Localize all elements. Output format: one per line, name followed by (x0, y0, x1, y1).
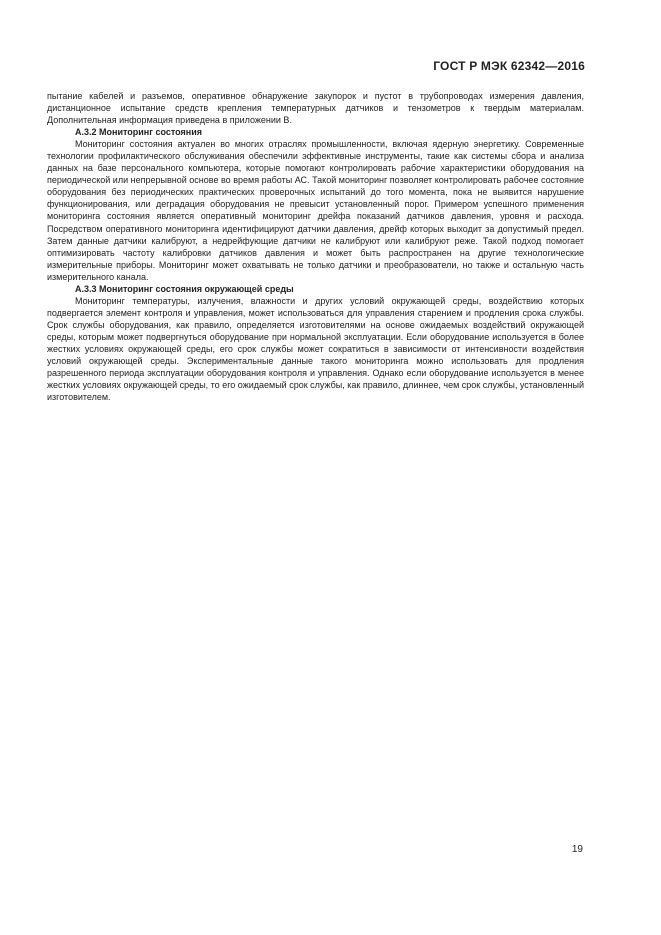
section-a33-paragraph: Мониторинг температуры, излучения, влажности и других условий окружающей среды, воздействию которых подвергается элемент контроля и управления, может использоваться для управления старением и продления срока службы. Срок службы оборудования, как правило, определяется изготовителями на основе ожидаемых воздействий окружающей среды, которым может подвергнуться оборудование при нормальной эксплуатации. Если оборудование используется в более жестких условиях окружающей среды, его срок службы может сократиться в зависимости от интенсивности воздействия условий окружающей среды. Экспериментальные данные такого мониторинга можно использовать для продления разрешенного периода эксплуатации оборудования контроля и управления. Однако если оборудование используется в менее жестких условиях окружающей среды, то его ожидаемый срок службы, как правило, длиннее, чем срок службы, установленный изготовителем. (47, 295, 584, 403)
page-number: 19 (571, 844, 583, 855)
section-a32-heading: А.3.2 Мониторинг состояния (75, 127, 203, 138)
document-body (47, 90, 584, 403)
document-id-header: ГОСТ Р МЭК 62342—2016 (433, 59, 585, 73)
section-a32-paragraph: Мониторинг состояния актуален во многих отраслях промышленности, включая ядерную энергетику. Современные технологии профилактического обслуживания обеспечили эффективные инструменты, такие как системы сбора и анализа данных на базе персонального компьютера, которые помогают контролировать рабочие характеристики оборудования на периодической или непрерывной основе во время работы АС. Такой мониторинг позволяет контролировать рабочее состояние оборудования без периодических практических проверочных испытаний до того момента, пока не выявится нарушение функционирования, или деградация оборудования не превысит установленный порог. Примером успешного применения мониторинга состояния является оперативный мониторинг дрейфа показаний датчиков давления, уровня и расхода. Посредством оперативного мониторинга идентифицируют датчики давления, дрейф которых выходит за допустимый предел. Затем данные датчики калибруют, а недрейфующие датчики не калибруют или калибруют реже. Такой подход помогает оптимизировать частоту калибровки датчиков давления и может быть распространен на другие технологические измерительные приборы. Мониторинг может охватывать не только датчики и преобразователи, но также и остальную часть измерительного канала. (47, 139, 584, 282)
section-a33-heading: А.3.3 Мониторинг состояния окружающей среды (75, 283, 294, 294)
intro-paragraph: пытание кабелей и разъемов, оперативное обнаружение закупорок и пустот в трубопроводах измерения давления, дистанционное испытание средств крепления температурных датчиков и тензометров к твердым материалам. Дополнительная информация приведена в приложении В. (47, 91, 584, 126)
